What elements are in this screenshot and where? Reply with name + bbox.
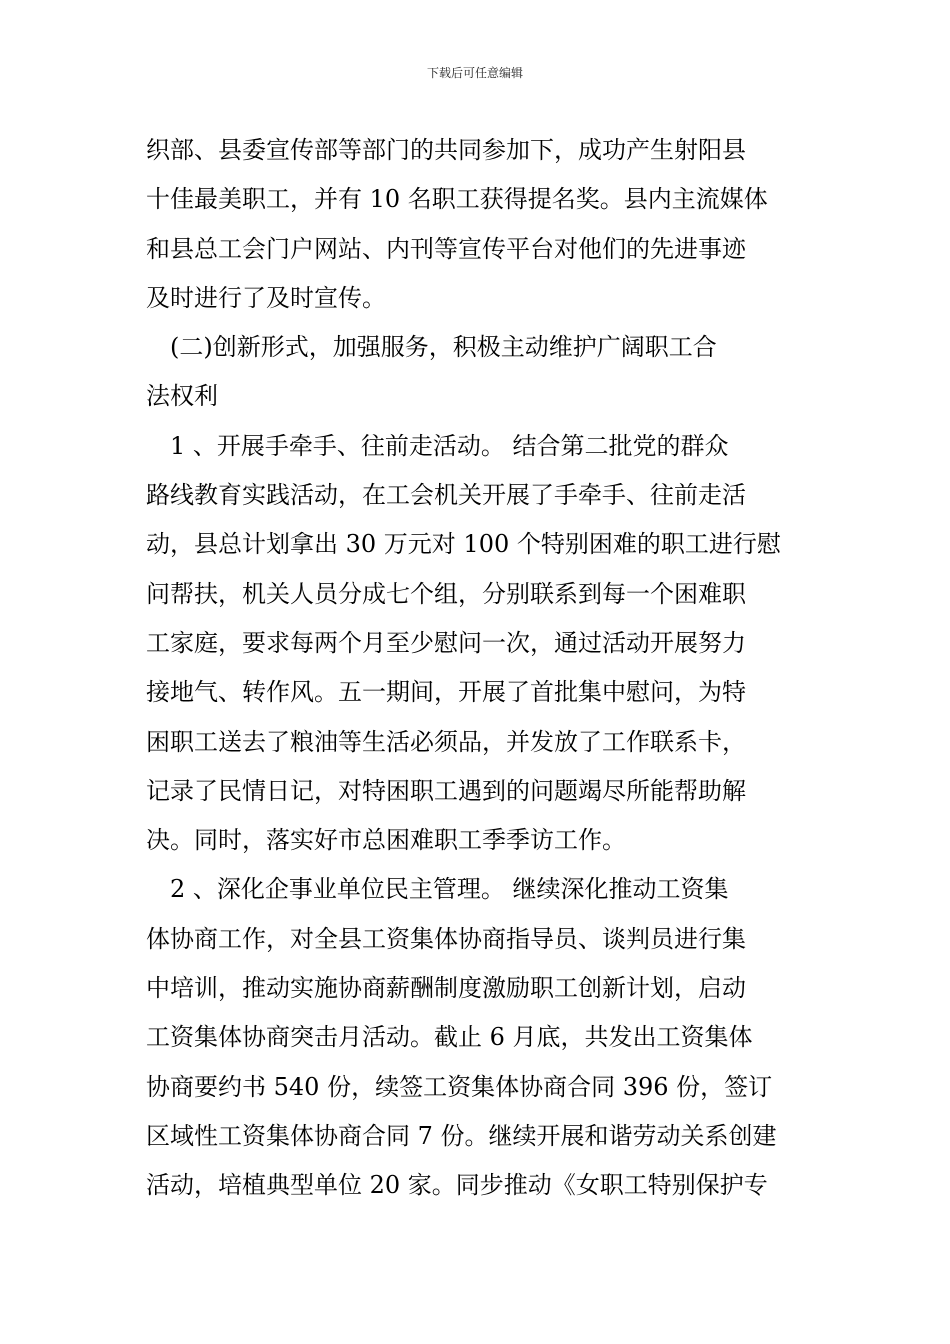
text-line: 协商要约书 540 份，续签工资集体协商合同 396 份，签订 [146,1072,773,1101]
text-line: 区域性工资集体协商合同 7 份。继续开展和谐劳动关系创建 [146,1121,777,1150]
page-header: 下载后可任意编辑 [426,66,523,80]
text-line: 困职工送去了粮油等生活必须品，并发放了工作联系卡， [146,727,746,756]
text-line: 接地气、转作风。五一期间，开展了首批集中慰问，为特 [146,678,746,707]
text-line: 和县总工会门户网站、内刊等宣传平台对他们的先进事迹 [146,234,746,263]
text-line: 路线教育实践活动，在工会机关开展了手牵手、往前走活 [146,481,746,510]
text-line: 活动，培植典型单位 20 家。同步推动《女职工特别保护专 [146,1171,768,1200]
section-heading-line: 法权利 [146,382,218,411]
text-line: 问帮扶，机关人员分成七个组，分别联系到每一个困难职 [146,579,746,608]
text-line: 十佳最美职工，并有 10 名职工获得提名奖。县内主流媒体 [146,185,768,214]
text-line: 体协商工作，对全县工资集体协商指导员、谈判员进行集 [146,924,746,953]
text-line: 1 、开展手牵手、往前走活动。 结合第二批党的群众 [146,431,729,460]
text-line: 2 、深化企事业单位民主管理。 继续深化推动工资集 [146,875,729,904]
text-line: 决。同时，落实好市总困难职工季季访工作。 [146,826,626,855]
text-line: 织部、县委宣传部等部门的共同参加下，成功产生射阳县 [146,136,746,164]
text-line: 动，县总计划拿出 30 万元对 100 个特别困难的职工进行慰 [146,530,781,559]
text-line: 工资集体协商突击月活动。截止 6 月底，共发出工资集体 [146,1023,753,1052]
text-line: 中培训，推动实施协商薪酬制度激励职工创新计划，启动 [146,974,746,1003]
text-line: 记录了民情日记，对特困职工遇到的问题竭尽所能帮助解 [146,776,746,805]
text-line: 及时进行了及时宣传。 [146,283,386,312]
section-heading-line: (二)创新形式，加强服务，积极主动维护广阔职工合 [146,333,717,362]
document-body [146,126,811,1211]
text-line: 工家庭，要求每两个月至少慰问一次，通过活动开展努力 [146,628,746,657]
